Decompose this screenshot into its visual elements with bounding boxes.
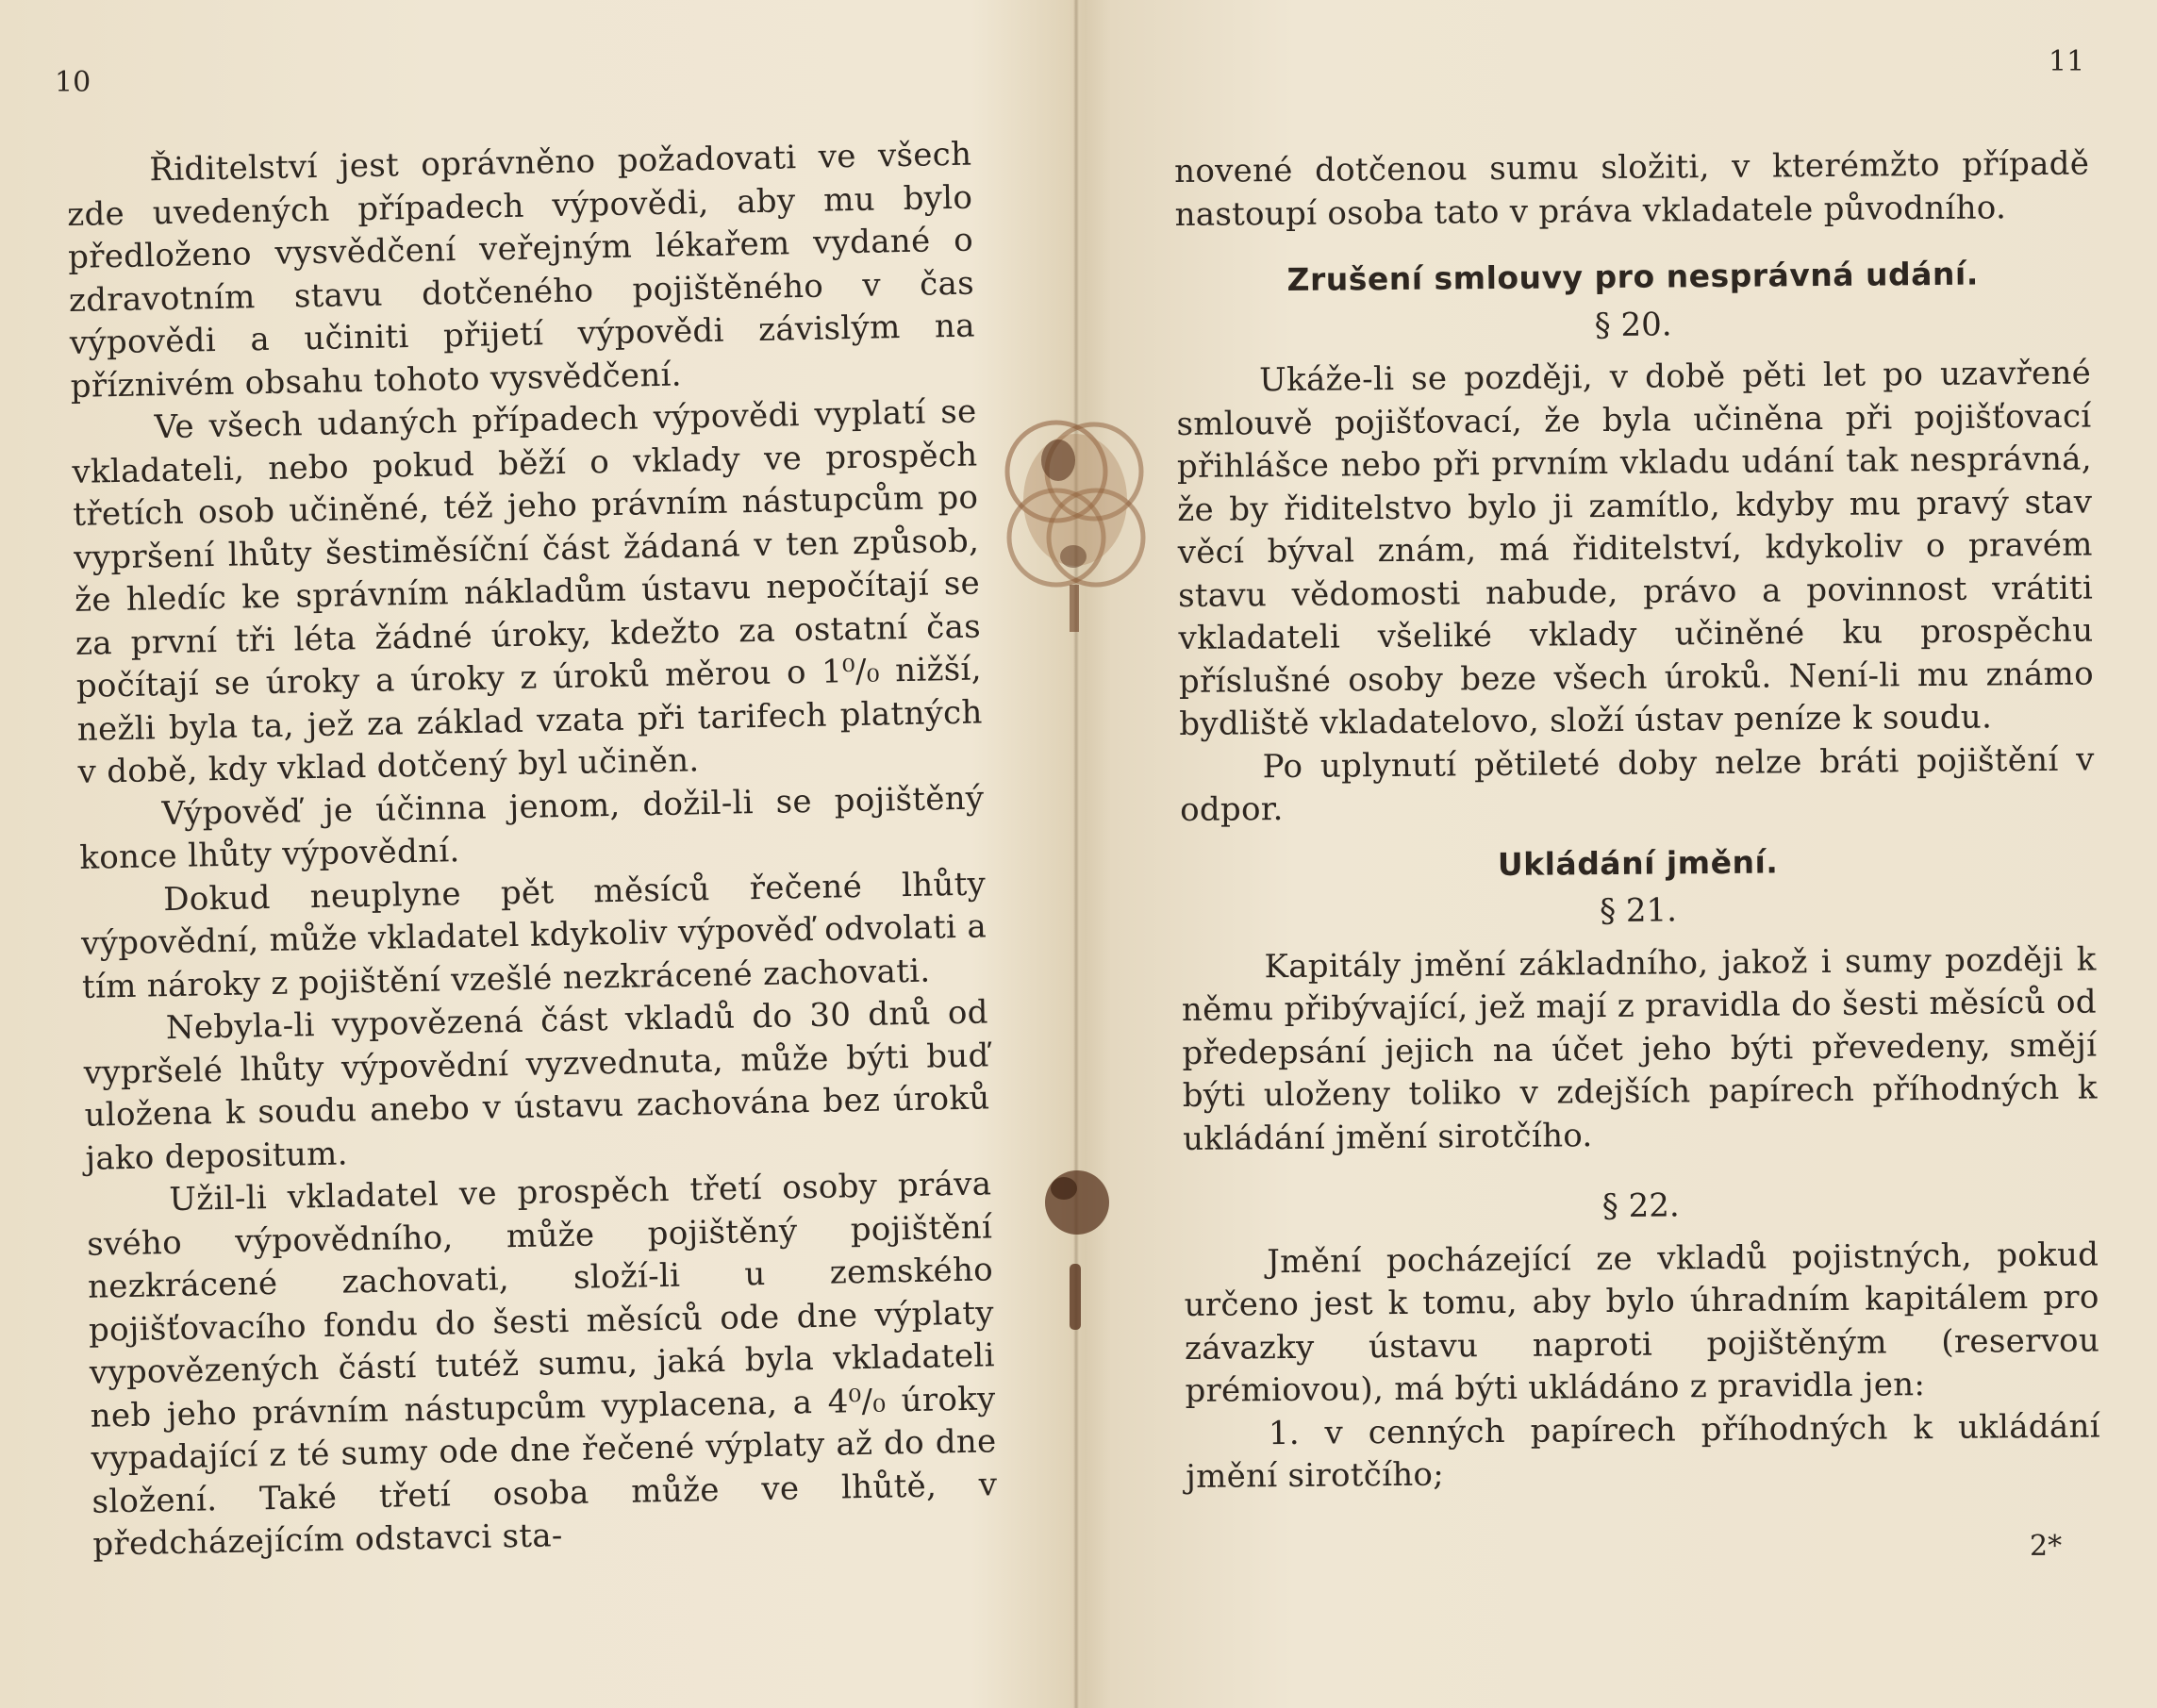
ink-stain-decoration <box>990 406 1160 651</box>
ink-blot-decoration <box>1039 1160 1115 1245</box>
section-number: § 20. <box>1594 305 1672 344</box>
section-number: § 21. <box>1599 891 1678 931</box>
signature-mark: 2* <box>2030 1530 2063 1563</box>
list-item: 1. v cenných papírech příhodných k ukládání jmění sirotčího; <box>1186 1406 2101 1496</box>
left-page-text <box>66 134 999 1567</box>
paragraph: Řiditelství jest oprávněno požadovati ve všech zde uvedených případech výpovědi, aby mu bylo předloženo vysvědčení veřejným lékařem vydané o zdravotním stavu dotčeného pojištěného v čas výpovědi a učiniti přijetí výpovědi závislým na příznivém obsahu tohoto vysvědčení. <box>66 135 976 406</box>
paragraph: Ve všech udaných případech výpovědi vyplatí se vkladateli, nebo pokud běží o vklady ve prospěch třetích osob učiněné, též jeho právním nástupcům po vypršení lhůty šestiměsíční část žádaná v ten způsob, že hledíc ke správním nákladům ústavu nepočítají se za první tři léta žádné úroky, kdežto za ostatní čas počítají se úroky a úroky z úroků měrou o 1⁰/₀ nižší, nežli byla ta, jež za základ vzata při tarifech platných v době, kdy vklad dotčený byl učiněn. <box>72 392 983 791</box>
paragraph: Po uplynutí pětileté doby nelze bráti pojištění v odpor. <box>1179 740 2095 829</box>
left-page <box>0 0 1073 1708</box>
paragraph: Nebyla-li vypovězená část vkladů do 30 dnů od vypršelé lhůty výpovědní vyzvednuta, může býti buď uložena k soudu anebo v ústavu zachována bez úroků jako depositum. <box>83 993 990 1178</box>
paragraph: Ukáže-li se později, v době pěti let po uzavřené smlouvě pojišťovací, že byla učiněna při pojišťovací přihlášce nebo při prvním vkladu udání tak nesprávná, že by řiditelstvo bylo ji zamítlo, kdyby mu pravý stav věcí býval znám, má řiditelství, kdykoliv o pravém stavu vědomosti nabude, právo a povinnost vrátiti vkladateli všeliké vklady učiněné ku prospěchu příslušné osoby beze všech úroků. Není-li mu známo bydliště vkladatelovo, složí ústav peníze k soudu. <box>1176 354 2095 743</box>
right-page-text <box>1174 143 2100 1500</box>
paragraph: novené dotčenou sumu složiti, v kterémžto případě nastoupí osoba tato v práva vkladatele původního. <box>1174 144 2090 234</box>
paragraph: Kapitály jmění základního, jakož i sumy později k němu přibývající, jež mají z pravidla do šesti měsíců od předepsání jejich na účet jeho býti převedeny, smějí býti uloženy toliko v zdejších papírech příhodných k ukládání jmění sirotčího. <box>1181 940 2098 1158</box>
paragraph: Výpověď je účinna jenom, dožil-li se pojištěný konce lhůty výpovědní. <box>79 778 985 877</box>
paragraph: Jmění pocházející ze vkladů pojistných, pokud určeno jest k tomu, aby bylo úhradním kapitálem pro závazky ústavu naproti pojištěným (reservou prémiovou), má býti ukládáno z pravidla jen: <box>1184 1235 2100 1410</box>
book-gutter <box>1073 0 1079 1708</box>
section-heading: Ukládání jmění. <box>1497 842 1779 883</box>
left-page-number: 10 <box>55 66 91 99</box>
right-page-number: 11 <box>2049 45 2085 78</box>
paragraph: Užil-li vkladatel ve prospěch třetí osoby práva svého výpovědního, může pojištěný pojištění nezkrácené zachovati, složí-li u zemského pojišťovacího fondu do šesti měsíců ode dne výplaty vypovězených částí tutéž sumu, jaká byla vkladateli neb jeho právním nástupcům vyplacena, a 4⁰/₀ úroky vypadající z té sumy ode dne řečené výplaty až do dne složení. Také třetí osoba může ve lhůtě, v předcházejícím odstavci sta- <box>86 1165 998 1564</box>
paragraph: Dokud neuplyne pět měsíců řečené lhůty výpovědní, může vkladatel kdykoliv výpověď odvolati a tím nároky z pojištění vzešlé nezkrácené zachovati. <box>80 864 987 1006</box>
ink-streak-decoration <box>1064 1264 1087 1330</box>
section-number: § 22. <box>1601 1186 1680 1226</box>
section-heading: Zrušení smlouvy pro nesprávná udání. <box>1286 255 1979 298</box>
